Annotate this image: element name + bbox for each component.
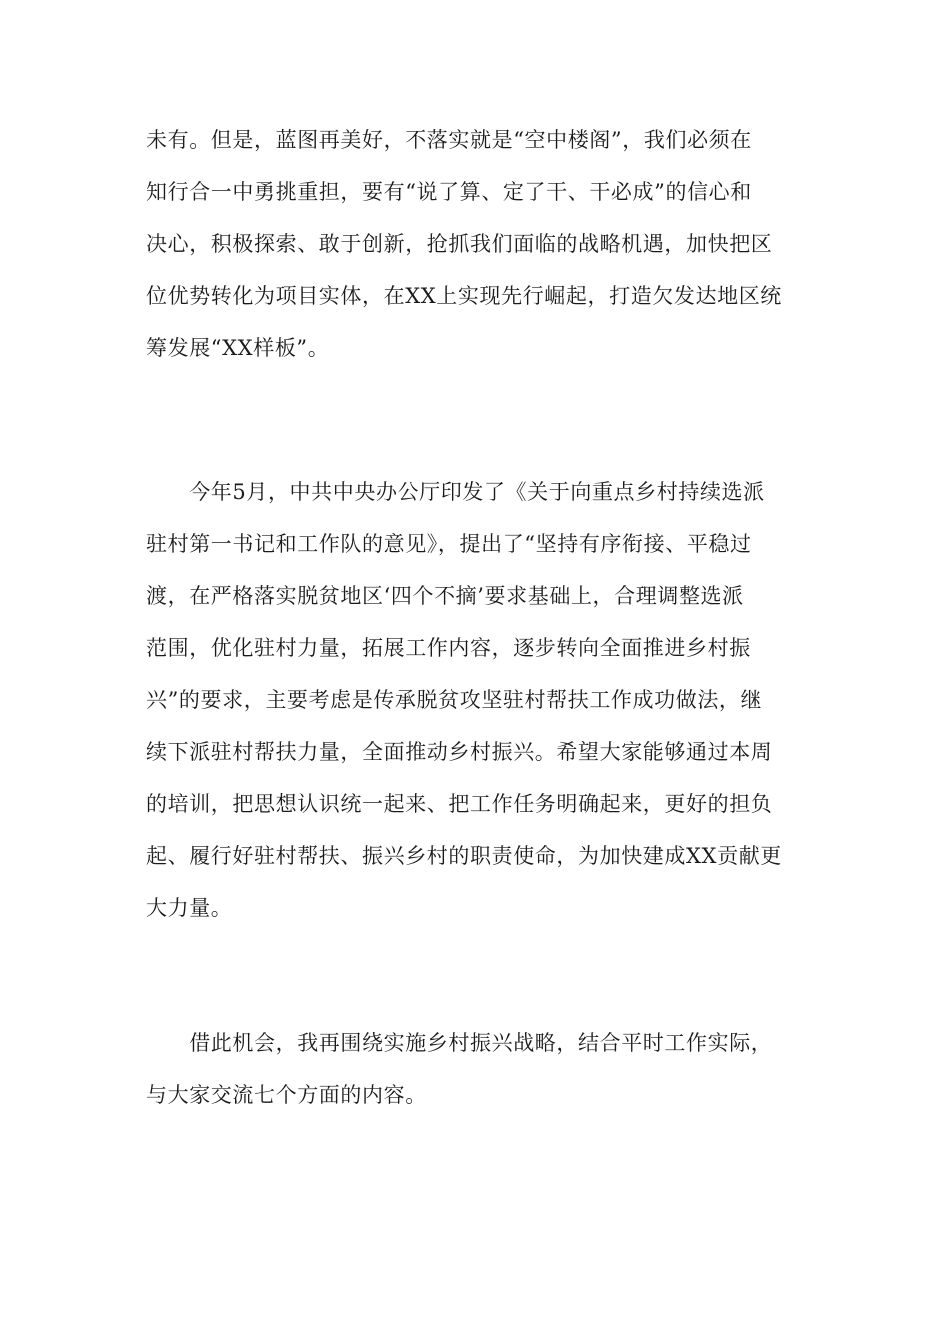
text-line: 兴”的要求，主要考虑是传承脱贫攻坚驻村帮扶工作成功做法，继: [146, 688, 763, 712]
text-line: 起、履行好驻村帮扶、振兴乡村的职责使命，为加快建成XX贡献更: [146, 844, 782, 868]
text-line: 与大家交流七个方面的内容。: [146, 1083, 427, 1107]
text-line: 渡，在严格落实脱贫地区‘四个不摘’要求基础上，合理调整选派: [146, 584, 744, 608]
paragraph-1: [146, 114, 806, 374]
text-line: 今年5月，中共中央办公厅印发了《关于向重点乡村持续选派: [146, 480, 765, 504]
text-line: 位优势转化为项目实体，在XX上实现先行崛起，打造欠发达地区统: [146, 284, 782, 308]
text-line: 的培训，把思想认识统一起来、把工作任务明确起来，更好的担负: [146, 792, 773, 816]
text-line: 续下派驻村帮扶力量，全面推动乡村振兴。希望大家能够通过本周: [146, 740, 773, 764]
paragraph-3: [146, 1017, 806, 1121]
text-line: 驻村第一书记和工作队的意见》，提出了“坚持有序衔接、平稳过: [146, 532, 752, 556]
text-line: 范围，优化驻村力量，拓展工作内容，逐步转向全面推进乡村振: [146, 636, 751, 660]
text-line: 借此机会，我再围绕实施乡村振兴战略，结合平时工作实际，: [146, 1031, 773, 1055]
text-line: 决心，积极探索、敢于创新，抢抓我们面临的战略机遇，加快把区: [146, 232, 773, 256]
text-line: 知行合一中勇挑重担，要有“说了算、定了干、干必成”的信心和: [146, 180, 752, 204]
text-line: 大力量。: [146, 896, 233, 920]
text-line: 筹发展“XX样板”。: [146, 336, 330, 360]
paragraph-2: [146, 466, 806, 934]
text-line: 未有。但是，蓝图再美好，不落实就是“空中楼阁”，我们必须在: [146, 128, 752, 152]
